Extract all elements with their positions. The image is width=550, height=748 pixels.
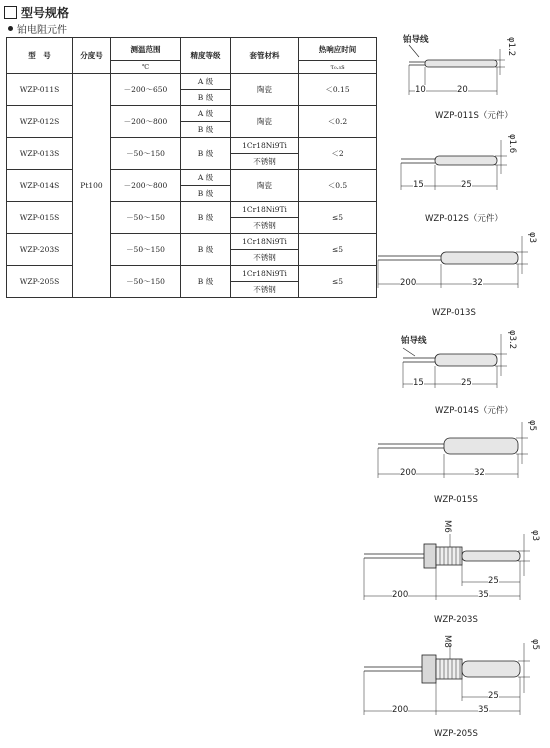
bullet-icon — [8, 26, 13, 31]
cell-sheath: 不锈钢 — [231, 250, 299, 266]
table-row — [7, 138, 377, 154]
cell-sheath: 不锈钢 — [231, 218, 299, 234]
table-row — [7, 74, 377, 90]
diagram-caption: WZP-013S — [432, 308, 476, 318]
header-range-unit: ℃ — [111, 61, 181, 74]
cell-accuracy: B 级 — [181, 122, 231, 138]
cell-accuracy: A 级 — [181, 170, 231, 186]
diameter-label: φ1.2 — [506, 37, 516, 57]
table-row — [7, 106, 377, 122]
diagram-caption: WZP-203S — [434, 615, 478, 625]
diameter-label: φ5 — [530, 639, 540, 651]
cell-response: ＜2 — [299, 138, 377, 170]
dimension-b: 200 — [392, 705, 409, 715]
cell-response: ≤5 — [299, 266, 377, 298]
header-response: 热响应时间 — [299, 38, 377, 61]
diagram-wzp-012s — [395, 128, 545, 228]
diagram-caption: WZP-011S（元件） — [435, 111, 513, 121]
diagram-wzp-011s — [395, 33, 545, 123]
cell-range: －200～800 — [111, 106, 181, 138]
dimension-c: 35 — [478, 705, 489, 715]
cell-response: ＜0.2 — [299, 106, 377, 138]
header-sheath: 套管材料 — [231, 38, 299, 74]
cell-accuracy: B 级 — [181, 266, 231, 298]
diameter-label: φ1.6 — [507, 134, 517, 154]
section-header — [4, 4, 69, 21]
diagram-caption: WZP-205S — [434, 729, 478, 739]
cell-model: WZP-015S — [7, 202, 73, 234]
cell-range: －200～650 — [111, 74, 181, 106]
diagram-wzp-203s — [360, 520, 546, 630]
dimension-a: 10 — [415, 85, 426, 95]
dimension-b: 200 — [392, 590, 409, 600]
cell-accuracy: B 级 — [181, 202, 231, 234]
cell-model: WZP-012S — [7, 106, 73, 138]
dimension-a: 15 — [413, 180, 424, 190]
diameter-label: φ3 — [530, 530, 540, 542]
cell-model: WZP-013S — [7, 138, 73, 170]
dimension-b: 32 — [472, 278, 483, 288]
spec-table — [6, 37, 377, 298]
cell-accuracy: B 级 — [181, 186, 231, 202]
header-response-unit: τ₀.₅s — [299, 61, 377, 74]
cell-sheath: 1Cr18Ni9Ti — [231, 266, 299, 282]
cell-response: ＜0.5 — [299, 170, 377, 202]
cell-response: ≤5 — [299, 202, 377, 234]
diameter-label: φ3 — [527, 232, 537, 244]
cell-response: ≤5 — [299, 234, 377, 266]
cell-division: Pt100 — [73, 74, 111, 298]
cell-sheath: 1Cr18Ni9Ti — [231, 202, 299, 218]
header-model: 型 号 — [7, 38, 73, 74]
dimension-a: 15 — [413, 378, 424, 388]
table-row — [7, 202, 377, 218]
cell-sheath: 陶瓷 — [231, 74, 299, 106]
cell-model: WZP-203S — [7, 234, 73, 266]
diagram-caption: WZP-015S — [434, 495, 478, 505]
lead-wire-label: 铂导线 — [401, 336, 427, 346]
cell-sheath: 不锈钢 — [231, 282, 299, 298]
subsection-title: 铂电阻元件 — [17, 25, 67, 36]
section-title: 型号规格 — [21, 6, 70, 20]
dimension-a: 200 — [400, 468, 417, 478]
cell-range: －50～150 — [111, 234, 181, 266]
cell-sheath: 陶瓷 — [231, 170, 299, 202]
header-range: 测温范围 — [111, 38, 181, 61]
dimension-b: 25 — [461, 180, 472, 190]
dimension-b: 25 — [461, 378, 472, 388]
sensor-drawing — [360, 520, 546, 630]
diagram-wzp-013s — [376, 232, 546, 322]
cell-sheath: 1Cr18Ni9Ti — [231, 234, 299, 250]
cell-accuracy: A 级 — [181, 106, 231, 122]
cell-sheath: 陶瓷 — [231, 106, 299, 138]
table-header-row — [7, 38, 377, 61]
header-division: 分度号 — [73, 38, 111, 74]
diagram-wzp-015s — [376, 420, 546, 510]
cell-model: WZP-205S — [7, 266, 73, 298]
thread-label: M6 — [442, 520, 452, 533]
table-row — [7, 266, 377, 282]
cell-sheath: 1Cr18Ni9Ti — [231, 138, 299, 154]
thread-label: M8 — [442, 635, 452, 648]
cell-range: －50～150 — [111, 266, 181, 298]
cell-range: －50～150 — [111, 138, 181, 170]
table-row — [7, 234, 377, 250]
dimension-a: 200 — [400, 278, 417, 288]
cell-accuracy: A 级 — [181, 74, 231, 90]
cell-range: －50～150 — [111, 202, 181, 234]
cell-range: －200～800 — [111, 170, 181, 202]
dimension-b: 20 — [457, 85, 468, 95]
cell-accuracy: B 级 — [181, 234, 231, 266]
diameter-label: φ3.2 — [507, 330, 517, 350]
diameter-label: φ5 — [527, 420, 537, 432]
dimension-a: 25 — [488, 576, 499, 586]
cell-model: WZP-014S — [7, 170, 73, 202]
table-row — [7, 170, 377, 186]
cell-accuracy: B 级 — [181, 90, 231, 106]
checkbox-square-icon — [4, 6, 17, 19]
header-accuracy: 精度等级 — [181, 38, 231, 74]
subsection-header — [8, 21, 67, 36]
lead-wire-label: 铂导线 — [403, 35, 429, 45]
cell-model: WZP-011S — [7, 74, 73, 106]
diagram-wzp-014s — [395, 330, 545, 420]
cell-sheath: 不锈钢 — [231, 154, 299, 170]
dimension-a: 25 — [488, 691, 499, 701]
cell-response: ＜0.15 — [299, 74, 377, 106]
dimension-b: 32 — [474, 468, 485, 478]
diagram-caption: WZP-014S（元件） — [435, 406, 513, 416]
cell-accuracy: B 级 — [181, 138, 231, 170]
dimension-c: 35 — [478, 590, 489, 600]
diagram-wzp-205s — [360, 635, 546, 745]
diagram-caption: WZP-012S（元件） — [425, 214, 503, 224]
